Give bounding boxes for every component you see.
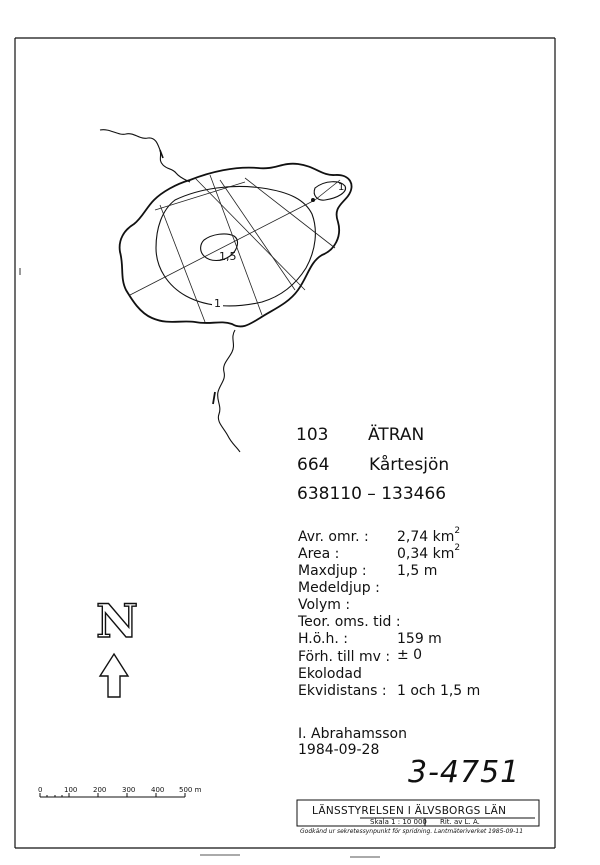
fact-label-medeldjup: Medeldjup :: [298, 580, 380, 596]
river-name: ÄTRAN: [368, 425, 425, 445]
fact-value-hoh: 159 m: [397, 631, 442, 647]
scale-tick-label: 100: [64, 786, 78, 794]
river-code: 103: [296, 425, 329, 445]
drawn-by: Rit. av L. A.: [440, 818, 480, 826]
fact-label-area: Area :: [298, 546, 340, 562]
scale-tick-label: 500 m: [179, 786, 202, 794]
sounding-lines: [130, 175, 340, 322]
survey-date: 1984-09-28: [298, 742, 380, 758]
scale-tick-label: 300: [122, 786, 136, 794]
contour-label-middle: 1: [214, 297, 221, 310]
contour-label-bay: 1: [338, 182, 345, 193]
contour-label-inner: 1,5: [219, 250, 237, 263]
sheet-number: 3-4751: [408, 755, 521, 790]
contour-1m: [156, 187, 315, 306]
lake-name: Kårtesjön: [369, 455, 450, 475]
fact-value-maxdjup: 1,5 m: [397, 563, 438, 579]
sounding-point: [311, 198, 315, 202]
fact-label-teor: Teor. oms. tid :: [298, 614, 401, 630]
scale-tick-label: 400: [151, 786, 165, 794]
inlet-stream: [100, 130, 190, 182]
fact-label-avr: Avr. omr. :: [298, 529, 369, 545]
outlet-stream: [218, 330, 240, 452]
north-arrow: [100, 654, 128, 697]
approval-footnote: Godkänd ur sekretessynpunkt för spridning. Lantmäteriverket 1985-09-11: [300, 828, 524, 835]
map-frame: [15, 38, 555, 848]
scale-tick-label: 200: [93, 786, 107, 794]
fact-value-avr: 2,74 $km^2$: [397, 526, 461, 545]
scale-tick-label: 0: [38, 786, 43, 794]
map-scale: Skala 1 : 10 000: [370, 818, 427, 826]
fact-label-maxdjup: Maxdjup :: [298, 563, 367, 579]
fact-value-forh: ± 0: [397, 647, 423, 663]
lake-coordinates: 638110 – 133466: [297, 484, 447, 504]
fact-label-volym: Volym :: [298, 597, 351, 613]
authority-title: LÄNSSTYRELSEN I ÄLVSBORGS LÄN: [312, 805, 507, 817]
fact-value-ekvidistans: 1 och 1,5 m: [397, 683, 481, 699]
fact-label-forh: Förh. till mv :: [298, 649, 391, 665]
fact-value-area: 0,34 $km^2$: [397, 543, 461, 562]
north-letter: N: [96, 594, 139, 648]
shoreline: [120, 164, 352, 327]
lake-code: 664: [297, 455, 330, 475]
fact-label-hoh: H.ö.h. :: [298, 631, 348, 647]
fact-label-ekvidistans: Ekvidistans :: [298, 683, 387, 699]
surveyor-name: I. Abrahamsson: [298, 726, 407, 742]
fact-label-ekolodad: Ekolodad: [298, 666, 362, 682]
stream-mark: [213, 392, 215, 404]
